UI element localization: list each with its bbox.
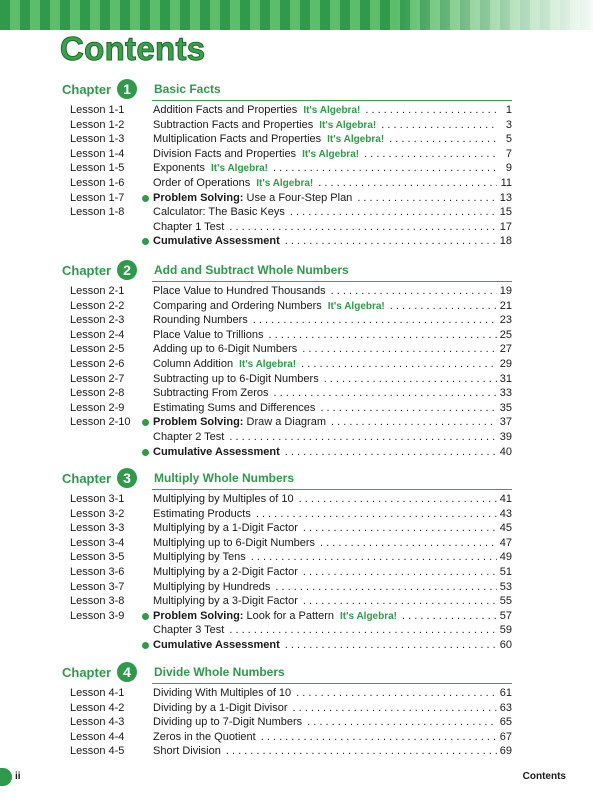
- algebra-tag: It's Algebra!: [339, 610, 398, 622]
- toc-entry[interactable]: [70, 386, 512, 401]
- page-number: 9: [505, 162, 512, 175]
- page-number: 67: [499, 730, 512, 743]
- lesson-number: Lesson 3-4: [70, 536, 125, 549]
- page-number: 43: [499, 507, 512, 520]
- lesson-number: Lesson 2-4: [70, 328, 125, 341]
- entry-main: [153, 205, 512, 220]
- lesson-number: Lesson 2-5: [70, 343, 125, 356]
- chapter-header: [62, 79, 221, 99]
- toc-entry[interactable]: [70, 550, 512, 565]
- entry-title: Dividing up to 7-Digit Numbers: [153, 716, 303, 729]
- toc-entry[interactable]: [70, 328, 512, 343]
- toc-entry[interactable]: [70, 299, 512, 314]
- toc-entry[interactable]: [70, 415, 512, 430]
- dot-leader: [318, 176, 497, 191]
- dot-leader: [285, 638, 497, 653]
- entry-title: Multiplying by Tens: [153, 551, 246, 564]
- dot-leader: [273, 161, 497, 176]
- toc-entry[interactable]: [70, 357, 512, 372]
- lesson-number: Lesson 3-5: [70, 551, 125, 564]
- lesson-number: Lesson 1-5: [70, 162, 125, 175]
- toc-entry[interactable]: [70, 372, 512, 387]
- entry-main: [153, 415, 512, 430]
- chapter-label: Chapter: [62, 470, 112, 486]
- lesson-number: Lesson 4-1: [70, 687, 125, 699]
- chapter-divider: [152, 683, 512, 684]
- page-title: Contents: [60, 30, 206, 67]
- toc-entry[interactable]: [70, 609, 512, 624]
- toc-entry[interactable]: [70, 313, 512, 328]
- entry-main: [153, 234, 512, 249]
- page-number: 15: [499, 206, 512, 219]
- bullet-icon: [142, 419, 149, 426]
- entry-title: Dividing by a 1-Digit Divisor: [153, 701, 288, 714]
- algebra-tag: It's Algebra!: [327, 300, 385, 312]
- entry-title: Chapter 3 Test: [153, 624, 225, 637]
- page-number: 49: [499, 551, 512, 564]
- entry-title: Subtraction Facts and Properties: [153, 118, 314, 131]
- page-number: 21: [499, 299, 512, 312]
- dot-leader: [296, 686, 497, 701]
- entry-main: [153, 357, 512, 373]
- chapter-header: [62, 662, 285, 682]
- dot-leader: [365, 103, 497, 118]
- lesson-number: Lesson 2-8: [70, 387, 125, 400]
- toc-entry[interactable]: [70, 176, 512, 191]
- dot-leader: [275, 580, 496, 595]
- entry-main: [153, 623, 512, 638]
- chapter-divider: [152, 281, 512, 282]
- chapter-title: Basic Facts: [154, 82, 221, 96]
- entry-main: [153, 386, 512, 401]
- entry-bold-label: Problem Solving:: [153, 191, 244, 204]
- dot-leader: [251, 550, 497, 565]
- page-number: 40: [499, 445, 512, 458]
- chapter-number-badge: 2: [117, 260, 137, 280]
- entry-main: [153, 744, 512, 759]
- toc-entry[interactable]: [70, 536, 512, 551]
- toc-entry[interactable]: [70, 686, 512, 701]
- entry-main: [153, 638, 512, 653]
- entry-main: [153, 342, 512, 357]
- entry-title: Column Addition: [153, 358, 234, 370]
- chapter-number-badge: 4: [117, 662, 137, 682]
- dot-leader: [331, 284, 497, 299]
- dot-leader: [307, 715, 497, 730]
- lesson-number: Lesson 1-8: [70, 206, 125, 219]
- entry-title: Multiplying by Multiples of 10: [153, 493, 294, 505]
- chapter-header: [62, 260, 349, 280]
- dot-leader: [274, 386, 497, 401]
- toc-entry[interactable]: [70, 132, 512, 147]
- entry-title: Subtracting From Zeros: [153, 387, 269, 400]
- lesson-number: Lesson 3-6: [70, 566, 125, 578]
- dot-leader: [331, 415, 497, 430]
- footer-page-number: ii: [15, 771, 21, 782]
- lesson-number: Lesson 1-6: [70, 177, 125, 189]
- lesson-number: Lesson 4-3: [70, 716, 125, 729]
- page-number: 51: [499, 566, 512, 578]
- chapter-title: Multiply Whole Numbers: [154, 471, 295, 485]
- page-number: 35: [499, 401, 512, 414]
- entry-title: Multiplying by a 2-Digit Factor: [153, 566, 298, 578]
- toc-entry[interactable]: [70, 701, 512, 716]
- entry-title: Comparing and Ordering Numbers: [153, 299, 322, 312]
- entry-title: Subtracting up to 6-Digit Numbers: [153, 372, 319, 385]
- page-number: 11: [500, 177, 512, 189]
- entry-title: Multiplication Facts and Properties: [153, 133, 322, 146]
- entry-main: [153, 430, 512, 445]
- page-number: 3: [505, 118, 512, 131]
- entry-title: Multiplying by a 1-Digit Factor: [153, 522, 298, 535]
- entry-title: Place Value to Hundred Thousands: [153, 285, 326, 297]
- footer-tab: [0, 768, 12, 786]
- toc-entry[interactable]: [70, 580, 512, 595]
- toc-entry[interactable]: [70, 507, 512, 522]
- toc-entry[interactable]: [70, 638, 512, 653]
- dot-leader: [357, 191, 496, 206]
- lesson-number: Lesson 2-10: [70, 416, 131, 429]
- bullet-icon: [142, 449, 149, 456]
- page-number: 65: [499, 716, 512, 729]
- dot-leader: [261, 730, 497, 745]
- entry-main: [153, 220, 512, 235]
- algebra-tag: It's Algebra!: [303, 105, 361, 116]
- page-number: 39: [499, 431, 512, 443]
- page-number: 53: [499, 580, 512, 593]
- bullet-icon: [142, 613, 149, 620]
- lesson-number: Lesson 4-5: [70, 745, 125, 758]
- lesson-number: Lesson 1-1: [70, 104, 125, 116]
- entry-title: Dividing With Multiples of 10: [153, 687, 292, 699]
- chapter-number-badge: 1: [117, 79, 137, 99]
- lesson-number: Lesson 3-2: [70, 507, 125, 520]
- entry-main: [153, 118, 512, 134]
- entry-title: Chapter 1 Test: [153, 220, 225, 233]
- bullet-icon: [142, 238, 149, 245]
- dot-leader: [364, 147, 497, 162]
- page-number: 18: [499, 235, 512, 248]
- dot-leader: [402, 609, 497, 624]
- entry-main: [153, 594, 512, 609]
- lesson-number: Lesson 1-2: [70, 118, 125, 131]
- toc-entry[interactable]: [70, 401, 512, 416]
- bullet-icon: [142, 642, 149, 649]
- lesson-number: Lesson 3-1: [70, 493, 125, 505]
- entry-main: [153, 730, 512, 745]
- entry-main: [153, 550, 512, 565]
- entry-main: [153, 132, 512, 148]
- lesson-number: Lesson 2-7: [70, 372, 125, 385]
- algebra-tag: It's Algebra!: [319, 119, 377, 131]
- dot-leader: [293, 701, 497, 716]
- chapter-divider: [152, 100, 512, 101]
- entry-main: [153, 686, 512, 701]
- toc-entry[interactable]: [70, 103, 512, 118]
- entry-bold-label: Problem Solving:: [153, 609, 244, 622]
- toc-entry[interactable]: [70, 744, 512, 759]
- algebra-tag: It's Algebra!: [239, 359, 297, 370]
- dot-leader: [303, 565, 497, 580]
- page-number: 59: [499, 624, 512, 637]
- algebra-tag: It's Algebra!: [327, 134, 385, 146]
- chapter-divider: [152, 489, 512, 490]
- dot-leader: [324, 372, 497, 387]
- dot-leader: [303, 594, 497, 609]
- page-number: 29: [499, 358, 512, 370]
- entry-main: [153, 507, 512, 522]
- algebra-tag: It's Algebra!: [302, 148, 360, 160]
- dot-leader: [302, 342, 496, 357]
- lesson-number: Lesson 2-3: [70, 314, 125, 327]
- page-number: 60: [499, 639, 512, 651]
- entry-main: [153, 401, 512, 416]
- entry-title: Order of Operations: [153, 177, 251, 189]
- page-number: 63: [499, 701, 512, 714]
- page-number: 41: [499, 493, 512, 505]
- toc-entry[interactable]: [70, 623, 512, 638]
- entry-main: [153, 580, 512, 595]
- toc-entry[interactable]: [70, 594, 512, 609]
- dot-leader: [253, 313, 497, 328]
- entry-title: Multiplying up to 6-Digit Numbers: [153, 536, 316, 549]
- toc-entry[interactable]: [70, 161, 512, 176]
- lesson-number: Lesson 3-3: [70, 522, 125, 535]
- dot-leader: [268, 328, 496, 343]
- dot-leader: [290, 205, 497, 220]
- page-number: 33: [499, 387, 512, 400]
- chapter-title: Add and Subtract Whole Numbers: [154, 263, 349, 277]
- dot-leader: [301, 357, 497, 372]
- page-number: 25: [499, 328, 512, 341]
- page-number: 57: [499, 609, 512, 622]
- entry-main: [153, 147, 512, 163]
- entry-main: [153, 372, 512, 387]
- dot-leader: [229, 220, 496, 235]
- dot-leader: [229, 623, 496, 638]
- toc-entry[interactable]: [70, 342, 512, 357]
- toc-entry[interactable]: [70, 565, 512, 580]
- entry-main: [153, 176, 512, 192]
- algebra-tag: It's Algebra!: [210, 163, 269, 175]
- lesson-number: Lesson 3-8: [70, 595, 125, 608]
- entry-title: Chapter 2 Test: [153, 431, 225, 443]
- page-number: 19: [499, 285, 512, 297]
- entry-main: [153, 161, 512, 177]
- entry-main: [153, 284, 512, 299]
- chapter-title: Divide Whole Numbers: [154, 665, 285, 679]
- lesson-number: Lesson 2-9: [70, 401, 125, 414]
- page-number: 45: [499, 522, 512, 535]
- entry-bold-label: Cumulative Assessment: [153, 639, 280, 651]
- toc-entry[interactable]: [70, 430, 512, 445]
- entry-main: [153, 536, 512, 551]
- chapter-label: Chapter: [62, 81, 112, 97]
- toc-entry[interactable]: [70, 220, 512, 235]
- lesson-number: Lesson 3-7: [70, 580, 125, 593]
- dot-leader: [303, 521, 497, 536]
- chapter-label: Chapter: [62, 664, 112, 680]
- entry-title: Estimating Sums and Differences: [153, 401, 316, 414]
- page-number: 1: [505, 104, 512, 116]
- toc-entry[interactable]: [70, 445, 512, 460]
- bullet-icon: [142, 195, 149, 202]
- lesson-number: Lesson 2-2: [70, 299, 125, 312]
- dot-leader: [256, 507, 497, 522]
- lesson-number: Lesson 4-4: [70, 730, 125, 743]
- toc-entry[interactable]: [70, 147, 512, 162]
- toc-entry[interactable]: [70, 234, 512, 249]
- entry-main: [153, 565, 512, 580]
- chapter-label: Chapter: [62, 262, 112, 278]
- page-number: 61: [499, 687, 512, 699]
- lesson-number: Lesson 2-1: [70, 285, 125, 297]
- dot-leader: [299, 492, 497, 507]
- page-number: 5: [505, 133, 512, 146]
- lesson-number: Lesson 1-4: [70, 147, 125, 160]
- page-number: 37: [499, 416, 512, 429]
- page-number: 27: [499, 343, 512, 356]
- toc-entry[interactable]: [70, 284, 512, 299]
- lesson-number: Lesson 3-9: [70, 609, 125, 622]
- entry-main: [153, 445, 512, 460]
- toc-entry[interactable]: [70, 205, 512, 220]
- entry-title: Multiplying by a 3-Digit Factor: [153, 595, 298, 608]
- entry-main: [153, 492, 512, 507]
- toc-entry[interactable]: [70, 715, 512, 730]
- dot-leader: [389, 132, 497, 147]
- entry-main: [153, 701, 512, 716]
- entry-main: [153, 299, 512, 315]
- entry-main: [153, 313, 512, 328]
- lesson-number: Lesson 1-7: [70, 191, 125, 204]
- dot-leader: [285, 234, 497, 249]
- dot-leader: [226, 744, 497, 759]
- dot-leader: [381, 118, 497, 133]
- entry-main: [153, 103, 512, 119]
- banner-fade: [393, 0, 593, 30]
- toc-entry[interactable]: [70, 521, 512, 536]
- entry-title: Multiplying by Hundreds: [153, 580, 271, 593]
- dot-leader: [320, 536, 497, 551]
- entry-title: Estimating Products: [153, 507, 251, 520]
- header-banner: [0, 0, 593, 30]
- entry-title: Exponents: [153, 162, 205, 175]
- toc-entry[interactable]: [70, 730, 512, 745]
- entry-title: Adding up to 6-Digit Numbers: [153, 343, 298, 356]
- entry-title: Look for a Pattern: [246, 609, 334, 622]
- entry-title: Zeros in the Quotient: [153, 730, 256, 743]
- chapter-header: [62, 468, 295, 488]
- dot-leader: [390, 299, 497, 314]
- lesson-number: Lesson 4-2: [70, 701, 125, 714]
- toc-entry[interactable]: [70, 118, 512, 133]
- algebra-tag: It's Algebra!: [256, 178, 314, 189]
- entry-title: Short Division: [153, 745, 221, 758]
- page-number: 31: [499, 372, 512, 385]
- entry-main: [153, 191, 512, 206]
- entry-title: Calculator: The Basic Keys: [153, 206, 285, 219]
- entry-bold-label: Cumulative Assessment: [153, 445, 280, 458]
- entry-title: Place Value to Trillions: [153, 328, 264, 341]
- entry-title: Rounding Numbers: [153, 314, 248, 327]
- entry-title: Addition Facts and Properties: [153, 104, 298, 116]
- page-number: 47: [499, 536, 512, 549]
- dot-leader: [320, 401, 496, 416]
- toc-entry[interactable]: [70, 191, 512, 206]
- entry-main: [153, 715, 512, 730]
- page-number: 55: [499, 595, 512, 608]
- entry-bold-label: Problem Solving:: [153, 416, 244, 429]
- entry-main: [153, 521, 512, 536]
- entry-main: [153, 609, 512, 625]
- entry-bold-label: Cumulative Assessment: [153, 235, 280, 248]
- lesson-number: Lesson 1-3: [70, 133, 125, 146]
- toc-entry[interactable]: [70, 492, 512, 507]
- dot-leader: [285, 445, 497, 460]
- page-number: 13: [499, 191, 512, 204]
- dot-leader: [229, 430, 496, 445]
- page-number: 23: [499, 314, 512, 327]
- footer-section-label: Contents: [522, 771, 566, 782]
- entry-title: Draw a Diagram: [246, 416, 326, 429]
- lesson-number: Lesson 2-6: [70, 358, 125, 370]
- page-number: 69: [499, 745, 512, 758]
- entry-main: [153, 328, 512, 343]
- page-number: 17: [499, 220, 512, 233]
- entry-title: Division Facts and Properties: [153, 147, 297, 160]
- entry-title: Use a Four-Step Plan: [246, 191, 353, 204]
- chapter-number-badge: 3: [117, 468, 137, 488]
- page-number: 7: [505, 147, 512, 160]
